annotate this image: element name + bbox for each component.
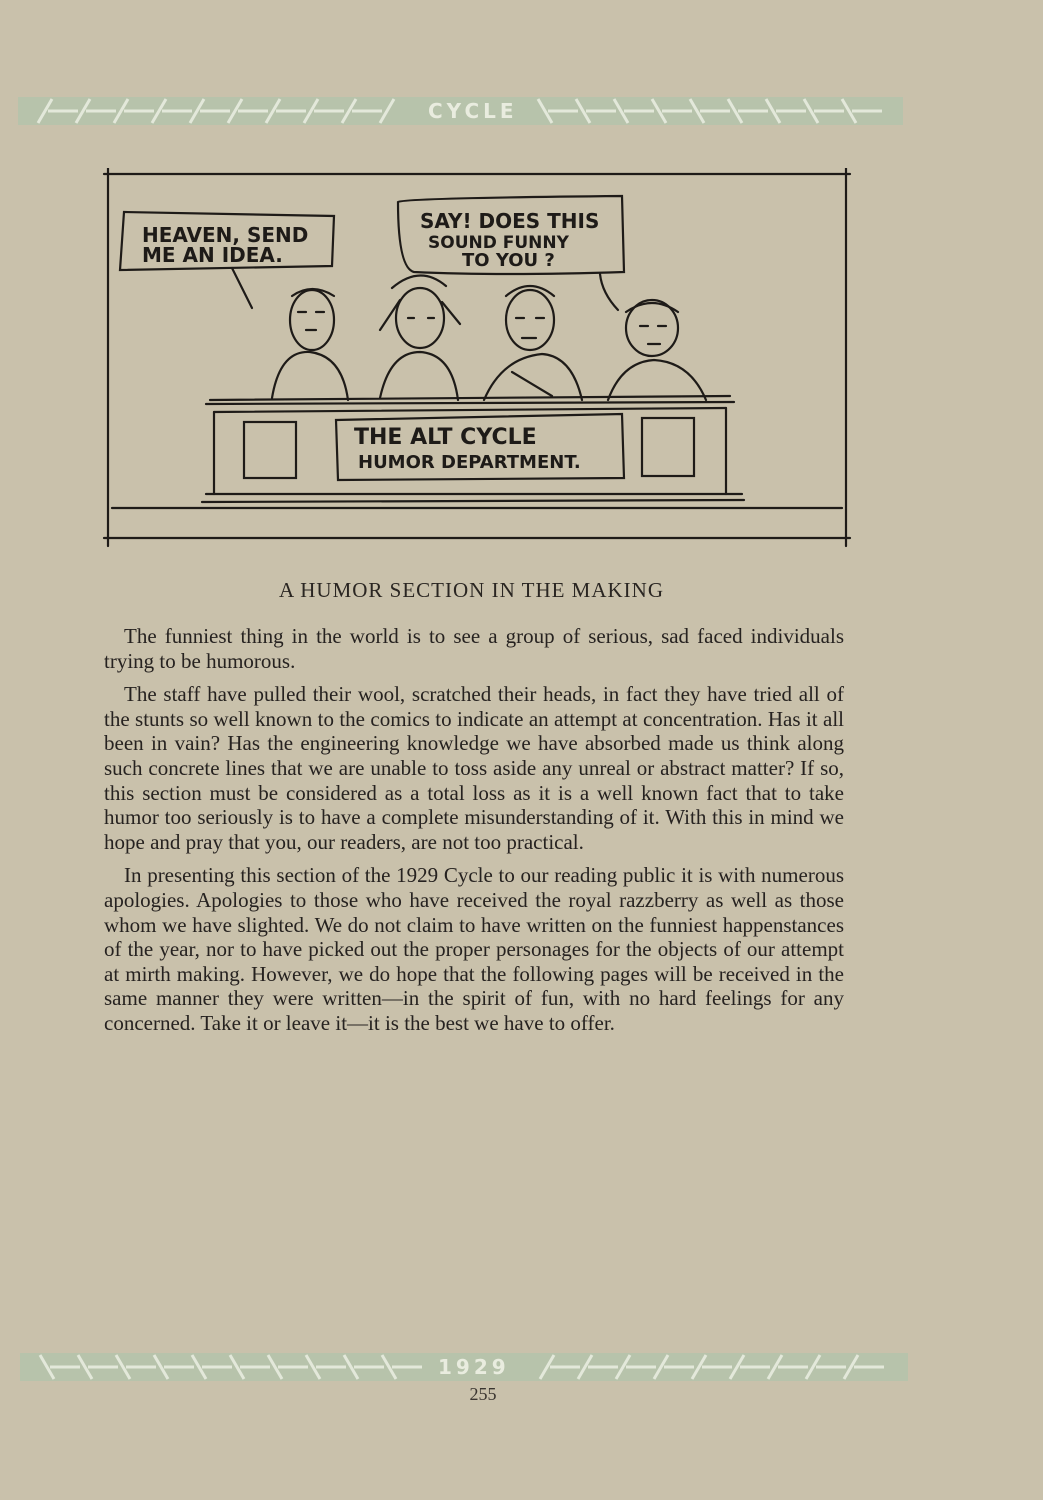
right-bubble-line-2: SOUND FUNNY	[428, 233, 569, 253]
left-bubble-line-2: ME AN IDEA.	[142, 243, 283, 267]
article-body	[104, 624, 844, 1045]
figure-2-head	[396, 288, 444, 348]
figure-3-head	[506, 290, 554, 350]
desk-panel-left	[244, 422, 296, 478]
desk-panel-right	[642, 418, 694, 476]
band-title: CYCLE	[428, 99, 518, 123]
humor-department-cartoon	[102, 168, 854, 548]
right-bubble-line-1: SAY! DOES THIS	[420, 209, 600, 233]
footer-band	[20, 1353, 908, 1381]
right-bubble-line-3: TO YOU ?	[462, 250, 555, 271]
desk-sign-line-2: HUMOR DEPARTMENT.	[358, 452, 581, 473]
band-year: 1929	[438, 1355, 510, 1379]
desk-sign-line-1: THE ALT CYCLE	[354, 425, 537, 450]
paragraph-1: The funniest thing in the world is to see a group of serious, sad faced individuals trying to be humorous.	[104, 624, 844, 673]
page-number: 255	[469, 1384, 497, 1404]
figure-1-head	[290, 290, 334, 350]
paragraph-3: In presenting this section of the 1929 Cycle to our reading public it is with numerous apologies. Apologies to those who have received the royal razzberry as well as those whom we have slighted. We do not claim to have written on the funniest happenstances of the year, nor to have picked out the proper personages for the objects of our attempt at mirth making. However, we do hope that the following pages will be received in the same manner they were written—in the spirit of fun, with no hard feelings for any concerned. Take it or leave it—it is the best we have to offer.	[104, 863, 844, 1035]
paragraph-2: The staff have pulled their wool, scratched their heads, in fact they have tried all of the stunts so well known to the comics to indicate an attempt at concentration. Has it all been in vain? Has the engineering knowledge we have absorbed made us think along such concrete lines that we are unable to toss aside any unreal or abstract matter? If so, this section must be considered as a total loss as it is a well known fact that to take humor too seriously is to have a complete misunderstanding of it. With this in mind we hope and pray that you, our readers, are not too practical.	[104, 682, 844, 854]
header-band	[18, 97, 903, 125]
left-bubble-line-1: HEAVEN, SEND	[142, 223, 309, 247]
page-caption: A HUMOR SECTION IN THE MAKING	[278, 578, 665, 602]
desk-top	[206, 396, 734, 404]
